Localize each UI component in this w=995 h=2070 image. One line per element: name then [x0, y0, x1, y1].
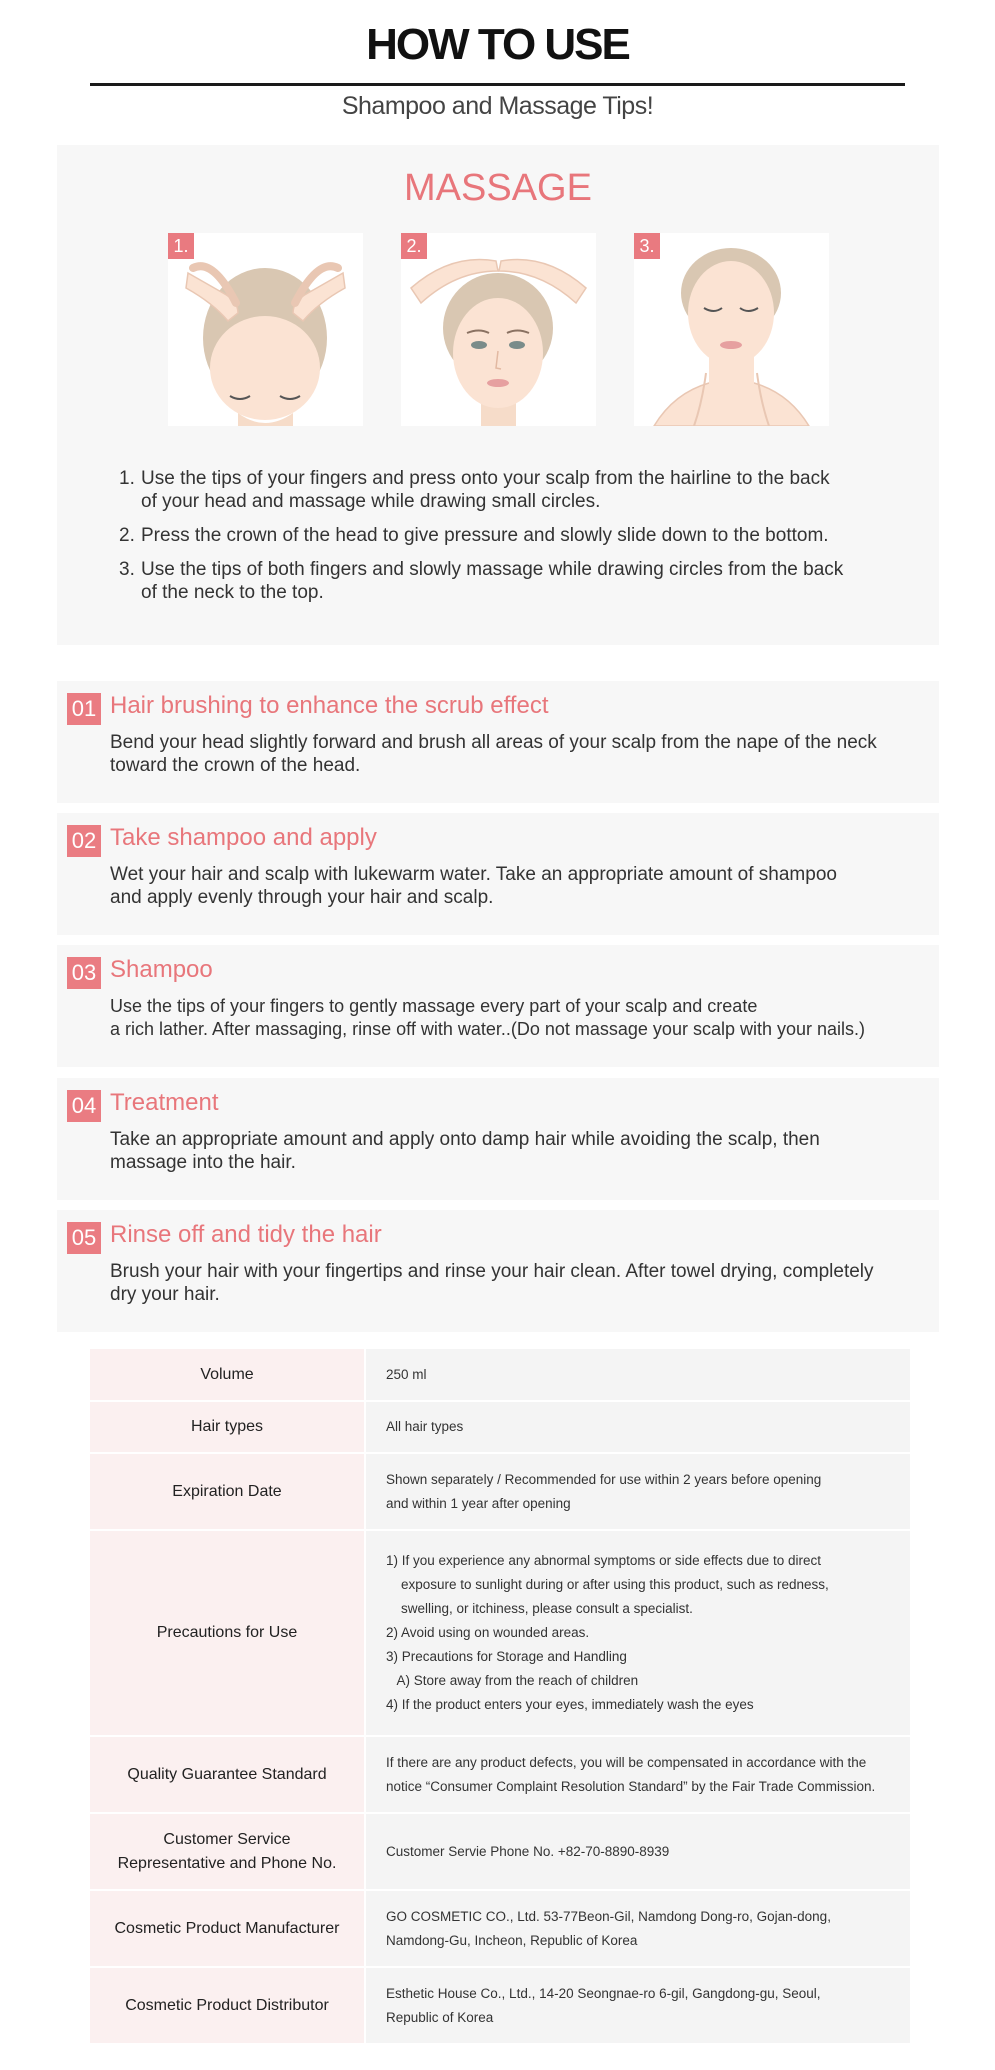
step-title: Rinse off and tidy the hair	[110, 1221, 382, 1248]
spec-value: GO COSMETIC CO., Ltd. 53-77Beon-Gil, Namdong Dong-ro, Gojan-dong, Namdong-Gu, Incheon, Republic of Korea	[365, 1890, 910, 1967]
spec-row-distributor	[90, 1967, 910, 2044]
spec-value: Shown separately / Recommended for use within 2 years before opening and within 1 year after opening	[365, 1453, 910, 1530]
spec-value: If there are any product defects, you will be compensated in accordance with the notice “Consumer Complaint Resolution Standard” by the Fair Trade Commission.	[365, 1736, 910, 1813]
massage-step: 3. Use the tips of both fingers and slowly massage while drawing circles from the back of the neck to the top.	[119, 559, 844, 603]
massage-step: 1. Use the tips of your fingers and press onto your scalp from the hairline to the back of your head and massage while drawing small circles.	[119, 468, 830, 512]
step-title: Take shampoo and apply	[110, 824, 377, 851]
step-card-04	[57, 1078, 939, 1200]
step-number-badge: 05	[67, 1222, 101, 1254]
page-title: HOW TO USE	[366, 20, 629, 69]
step-card-01	[57, 681, 939, 803]
step-card-05	[57, 1210, 939, 1332]
head-massage-fingertips-illustration	[168, 233, 363, 426]
spec-key: Customer Service Representative and Phone No.	[90, 1813, 365, 1890]
spec-key: Precautions for Use	[90, 1530, 365, 1736]
spec-row-customer-service	[90, 1813, 910, 1890]
step-description: Brush your hair with your fingertips and rinse your hair clean. After towel drying, completely dry your hair.	[110, 1261, 874, 1305]
massage-steps-list	[119, 467, 909, 615]
massage-illustration-2	[401, 233, 596, 426]
step-title: Shampoo	[110, 956, 213, 983]
spec-key: Hair types	[90, 1401, 365, 1453]
step-title: Hair brushing to enhance the scrub effect	[110, 692, 549, 719]
massage-title: MASSAGE	[404, 167, 592, 209]
step-badge: 2.	[401, 233, 427, 259]
spec-key: Quality Guarantee Standard	[90, 1736, 365, 1813]
spec-value: 250 ml	[365, 1349, 910, 1401]
spec-value: All hair types	[365, 1401, 910, 1453]
massage-step: 2. Press the crown of the head to give pressure and slowly slide down to the bottom.	[119, 525, 829, 546]
step-description: Wet your hair and scalp with lukewarm water. Take an appropriate amount of shampoo and apply evenly through your hair and scalp.	[110, 864, 837, 908]
step-description: Use the tips of your fingers to gently massage every part of your scalp and create a rich lather. After massaging, rinse off with water..(Do not massage your scalp with your nails.)	[110, 996, 866, 1039]
spec-row-volume	[90, 1349, 910, 1401]
step-number-badge: 02	[67, 825, 101, 857]
spec-key: Cosmetic Product Distributor	[90, 1967, 365, 2044]
header	[0, 0, 995, 130]
product-spec-table	[90, 1349, 910, 2045]
spec-row-quality-guarantee	[90, 1736, 910, 1813]
massage-panel	[57, 145, 939, 645]
neck-massage-illustration	[634, 233, 829, 426]
spec-key: Volume	[90, 1349, 365, 1401]
head-crown-press-illustration	[401, 233, 596, 426]
step-title: Treatment	[110, 1089, 219, 1116]
spec-row-expiration-date	[90, 1453, 910, 1530]
step-number-badge: 01	[67, 693, 101, 725]
spec-value: Customer Servie Phone No. +82-70-8890-8939	[365, 1813, 910, 1890]
massage-illustration-1	[168, 233, 363, 426]
step-number-badge: 03	[67, 957, 101, 989]
page-subtitle: Shampoo and Massage Tips!	[341, 92, 654, 120]
spec-row-hair-types	[90, 1401, 910, 1453]
spec-row-manufacturer	[90, 1890, 910, 1967]
step-number-badge: 04	[67, 1090, 101, 1122]
massage-illustration-3	[634, 233, 829, 426]
spec-value: 1) If you experience any abnormal symptoms or side effects due to direct exposure to sunlight during or after using this product, such as redness, swelling, or itchiness, please consult a specialist. 2) Avoid using on wounded areas. 3) Precautions for Storage and Handling A) Store away from the reach of children 4) If the product enters your eyes, immediately wash the eyes	[365, 1530, 910, 1736]
step-badge: 1.	[168, 233, 194, 259]
spec-row-precautions	[90, 1530, 910, 1736]
title-divider	[90, 83, 905, 86]
spec-value: Esthetic House Co., Ltd., 14-20 Seongnae-ro 6-gil, Gangdong-gu, Seoul, Republic of Korea	[365, 1967, 910, 2044]
step-card-03	[57, 945, 939, 1067]
spec-key: Cosmetic Product Manufacturer	[90, 1890, 365, 1967]
spec-key: Expiration Date	[90, 1453, 365, 1530]
step-description: Take an appropriate amount and apply onto damp hair while avoiding the scalp, then massage into the hair.	[110, 1129, 820, 1173]
step-card-02	[57, 813, 939, 935]
step-badge: 3.	[634, 233, 660, 259]
step-description: Bend your head slightly forward and brush all areas of your scalp from the nape of the neck toward the crown of the head.	[110, 732, 877, 776]
